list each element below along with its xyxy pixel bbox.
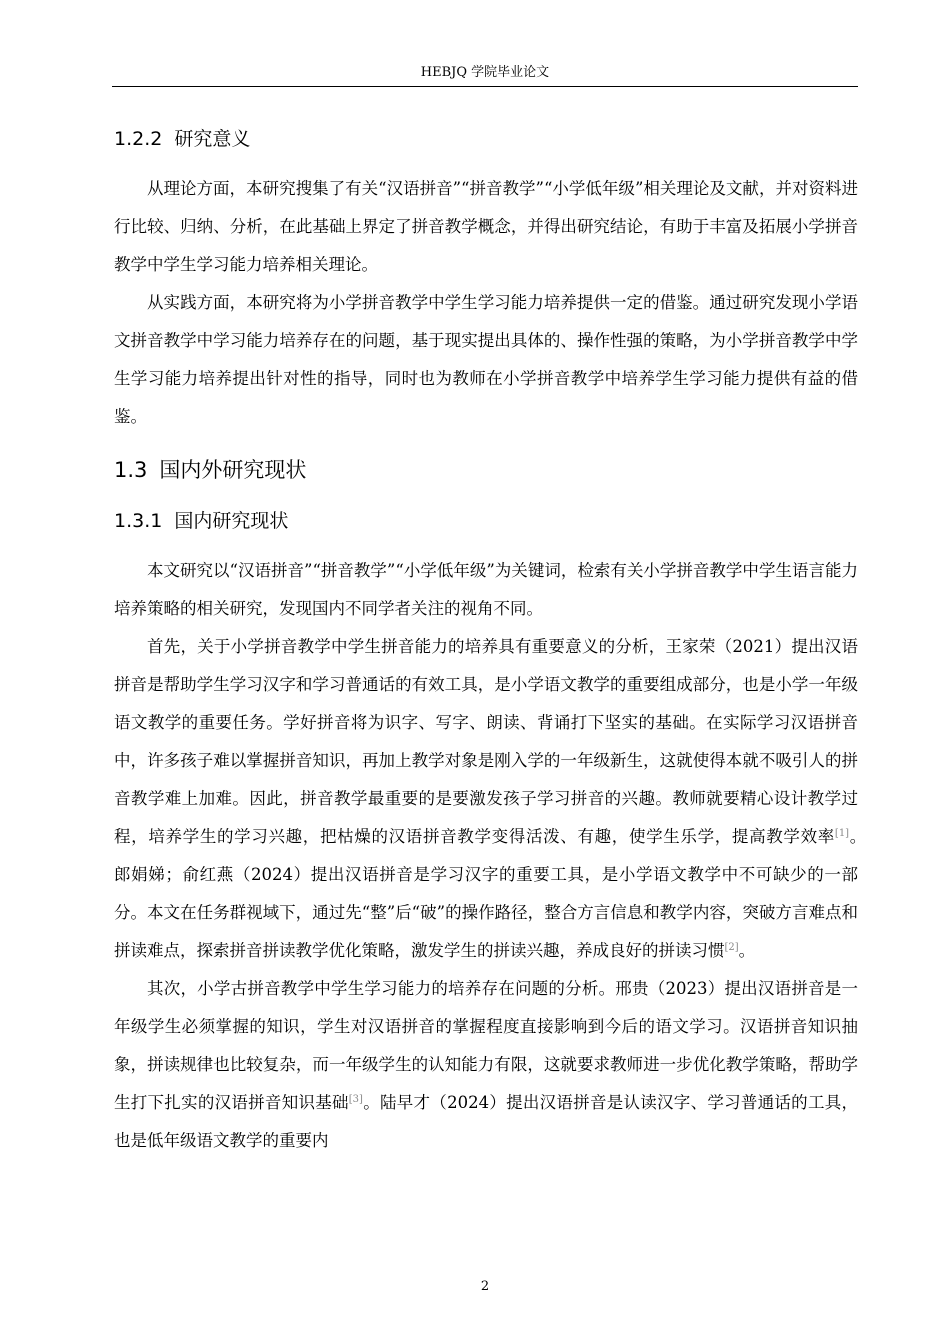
page-number: 2: [480, 1279, 490, 1294]
section-heading-1-2-2: [114, 122, 858, 156]
section-heading-1-3: [114, 452, 858, 488]
paragraph-text: 。陆早才（2024）提出汉语拼音是认读汉字、学习普通话的工具，也是低年级语文教学的重要内: [114, 1093, 858, 1150]
paragraph-first: [114, 628, 875, 970]
paragraph-keywords: 本文研究以“汉语拼音”“拼音教学”“小学低年级”为关键词，检索有关小学拼音教学中学生语言能力培养策略的相关研究，发现国内不同学者关注的视角不同。: [114, 561, 858, 618]
section-number: 1.2.2: [114, 128, 163, 150]
paragraph-text: 其次，小学古拼音教学中学生学习能力的培养存在问题的分析。邢贵（2023）提出汉语拼音是一年级学生必须掌握的知识，学生对汉语拼音的掌握程度直接影响到今后的语文学习。汉语拼音知识抽象，拼读规律也比较复杂，而一年级学生的认知能力有限，这就要求教师进一步优化教学策略，帮助学生打下扎实的汉语拼音知识基础: [114, 979, 858, 1112]
paragraph-practice: 从实践方面，本研究将为小学拼音教学中学生学习能力培养提供一定的借鉴。通过研究发现小学语文拼音教学中学习能力培养存在的问题，基于现实提出具体的、操作性强的策略，为小学拼音教学中学生学习能力培养提出针对性的指导，同时也为教师在小学拼音教学中培养学生学习能力提供有益的借鉴。: [114, 293, 858, 426]
running-header: HEBJQ 学院毕业论文: [420, 65, 550, 80]
paragraph-text: 。 郎娟娣；俞红燕（2024）提出汉语拼音是学习汉字的重要工具，是小学语文教学中不可缺少的一部分。本文在任务群视域下，通过先“整”后“破”的操作路径，整合方言信息和教学内容，突破方言难点和拼读难点，探索拼音拼读教学优化策略，激发学生的拼读兴趣，养成良好的拼读习惯: [114, 827, 875, 960]
paragraph-second: [114, 970, 858, 1160]
main-content: [114, 122, 875, 1160]
section-number: 1.3: [114, 458, 148, 482]
section-title: 研究意义: [174, 128, 251, 150]
section-title: 国内研究现状: [174, 510, 289, 532]
section-title: 国内外研究现状: [159, 458, 307, 482]
citation-ref-2[interactable]: [2]: [724, 942, 739, 953]
section-heading-1-3-1: [114, 504, 858, 538]
citation-ref-3[interactable]: [3]: [348, 1094, 363, 1105]
paragraph-text: 。: [738, 941, 756, 960]
section-number: 1.3.1: [114, 510, 163, 532]
paragraph-theory: 从理论方面，本研究搜集了有关“汉语拼音”“拼音教学”“小学低年级”相关理论及文献，并对资料进行比较、归纳、分析，在此基础上界定了拼音教学概念，并得出研究结论，有助于丰富及拓展小学拼音教学中学生学习能力培养相关理论。: [114, 179, 858, 274]
citation-ref-1[interactable]: [1]: [834, 828, 850, 839]
paragraph-text: 首先，关于小学拼音教学中学生拼音能力的培养具有重要意义的分析，王家荣（2021）提出汉语拼音是帮助学生学习汉字和学习普通话的有效工具，是小学语文教学的重要组成部分，也是小学一年级语文教学的重要任务。学好拼音将为识字、写字、朗读、背诵打下坚实的基础。在实际学习汉语拼音中，许多孩子难以掌握拼音知识，再加上教学对象是刚入学的一年级新生，这就使得本就不吸引人的拼音教学难上加难。因此，拼音教学最重要的是要激发孩子学习拼音的兴趣。教师就要精心设计教学过程，培养学生的学习兴趣，把枯燥的汉语拼音教学变得活泼、有趣，使学生乐学，提高教学效率: [114, 637, 858, 846]
header-rule: [112, 86, 858, 87]
